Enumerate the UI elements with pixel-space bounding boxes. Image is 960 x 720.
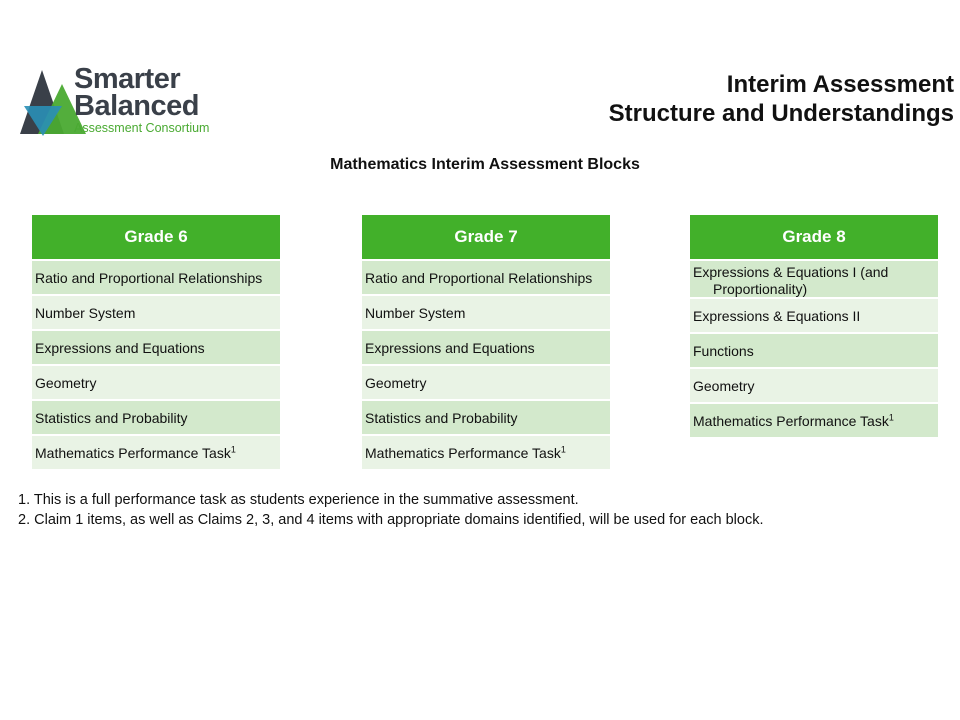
document-title-line1: Interim Assessment: [726, 71, 954, 98]
block-row: [32, 436, 280, 469]
block-row: [690, 334, 938, 367]
footnotes: [18, 490, 763, 530]
section-subtitle: Mathematics Interim Assessment Blocks: [330, 156, 640, 173]
block-row: [362, 331, 610, 364]
logo-word-smarter: Smarter: [74, 63, 181, 95]
block-label-text: Ratio and Proportional Relationships: [365, 269, 593, 286]
logo-tagline: Assessment Consortium: [74, 121, 210, 135]
block-label: [35, 375, 96, 391]
block-row: [32, 366, 280, 399]
block-label: [365, 445, 566, 461]
block-label: [365, 375, 426, 391]
block-row: [32, 261, 280, 294]
grade-header: Grade 8: [690, 215, 938, 259]
block-label: [365, 410, 518, 426]
block-label: [365, 340, 535, 356]
footnote-marker: 1: [888, 411, 894, 422]
block-label-text: Number System: [35, 304, 136, 321]
block-label-text: Mathematics Performance Task: [693, 412, 889, 429]
block-label: [35, 305, 135, 321]
block-label-text: Geometry: [35, 374, 97, 391]
grade-column: [690, 215, 938, 437]
block-row: [690, 261, 938, 297]
block-row: [32, 331, 280, 364]
logo-word-balanced: Balanced: [74, 90, 199, 122]
block-row: [362, 401, 610, 434]
block-label: [35, 340, 205, 356]
document-title: [609, 70, 954, 128]
block-label: [365, 270, 592, 286]
block-label-text: Mathematics Performance Task: [365, 444, 561, 461]
block-label-text: Geometry: [365, 374, 427, 391]
block-label: [35, 445, 236, 461]
block-row: [362, 436, 610, 469]
footnote-2: 2. Claim 1 items, as well as Claims 2, 3, and 4 items with appropriate domains identified, will be used for each block.: [18, 512, 764, 528]
block-label-text: Expressions & Equations II: [693, 307, 861, 324]
block-row: [690, 299, 938, 332]
block-label: [693, 413, 894, 429]
footnote-marker: 1: [230, 443, 236, 454]
block-row: [32, 296, 280, 329]
block-label-text: Mathematics Performance Task: [35, 444, 231, 461]
block-row: [362, 296, 610, 329]
block-label-text: Ratio and Proportional Relationships: [35, 269, 263, 286]
logo-wordmark: [74, 63, 210, 135]
block-label-continuation: Proportionality): [713, 281, 808, 297]
block-label-text: Number System: [365, 304, 466, 321]
block-label: [693, 308, 860, 324]
block-row: [690, 369, 938, 402]
block-row: [362, 261, 610, 294]
block-label-text: Expressions and Equations: [365, 339, 535, 356]
block-label: [693, 378, 754, 394]
smarter-balanced-logo: [18, 63, 238, 140]
block-label: [693, 343, 754, 359]
document-title-line2: Structure and Understandings: [608, 100, 954, 127]
block-row: [32, 401, 280, 434]
block-label-text: Geometry: [693, 377, 755, 394]
grade-column: [362, 215, 610, 469]
block-label: [365, 305, 465, 321]
block-label: [35, 270, 262, 286]
grade-column: [32, 215, 280, 469]
grade-header: Grade 7: [362, 215, 610, 259]
block-row: [362, 366, 610, 399]
block-label-text: Statistics and Probability: [365, 409, 518, 426]
block-label: [693, 264, 888, 298]
block-row: [690, 404, 938, 437]
grade-header: Grade 6: [32, 215, 280, 259]
footnote-1: 1. This is a full performance task as students experience in the summative assessment.: [18, 492, 579, 508]
block-label-text: Statistics and Probability: [35, 409, 188, 426]
block-label-text: Functions: [693, 342, 754, 359]
block-label-text: Expressions and Equations: [35, 339, 205, 356]
block-label: [35, 410, 188, 426]
block-label-text: Expressions & Equations I (and: [693, 264, 889, 280]
footnote-marker: 1: [560, 443, 566, 454]
